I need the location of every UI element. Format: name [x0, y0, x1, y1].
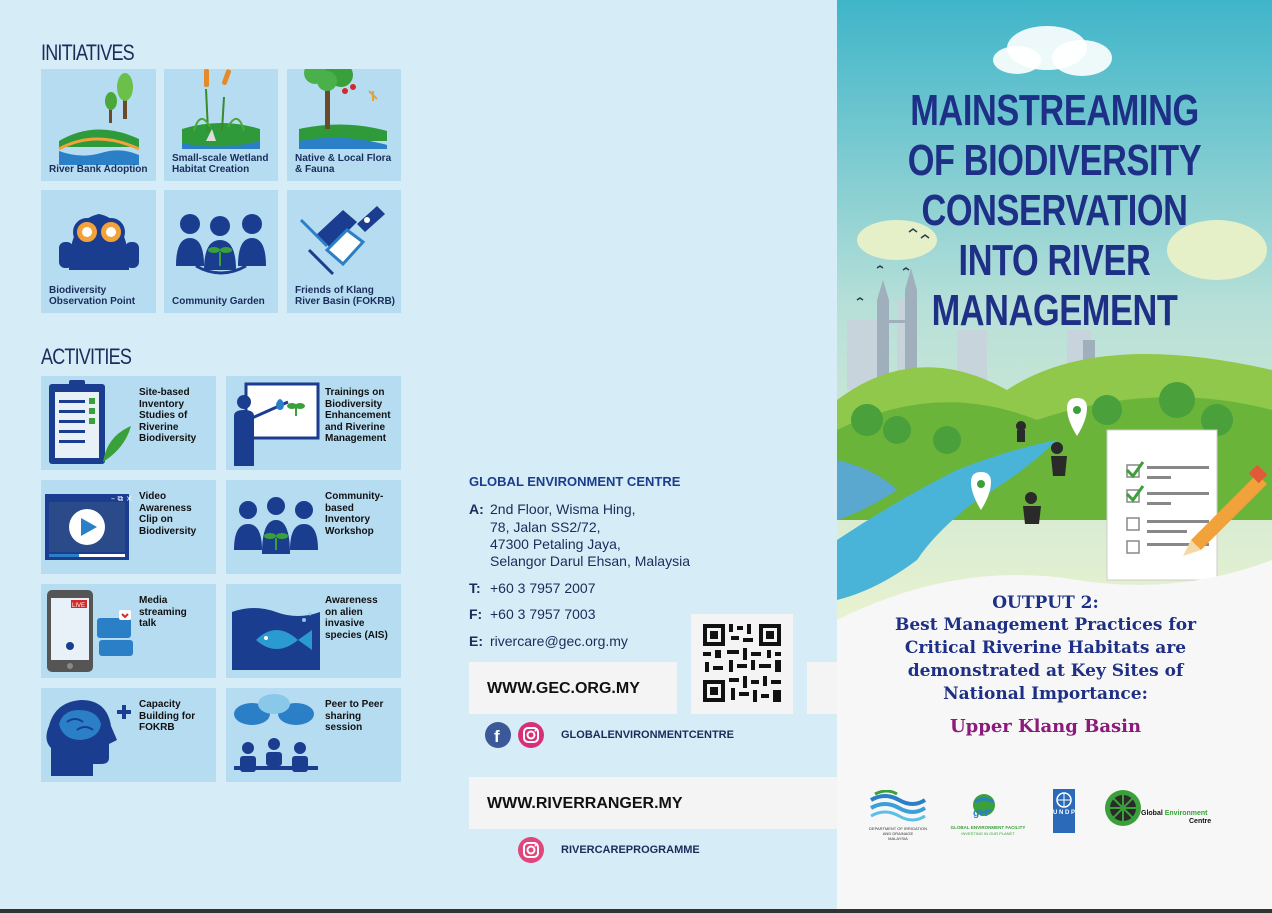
undp-text: U N D P [1053, 810, 1076, 816]
did-logo-text [863, 826, 933, 841]
did-line: AND DRAINAGE [882, 831, 914, 836]
svg-text:f: f [494, 727, 500, 746]
activity-label: Capacity Building for FOKRB [139, 699, 196, 733]
activity-label: Video Awareness Clip on Biodiversity [139, 491, 197, 537]
address-line-2: 78, Jalan SS2/72, [490, 519, 601, 535]
initiatives-heading: INITIATIVES [41, 40, 134, 65]
peer-chat-icon [226, 688, 326, 782]
output-block [837, 592, 1254, 739]
contact-org-name: GLOBAL ENVIRONMENT CENTRE [469, 474, 681, 489]
cover-title [885, 86, 1224, 336]
phone-number[interactable]: +60 3 7957 2007 [490, 580, 596, 596]
email-address[interactable]: rivercare@gec.org.my [490, 633, 628, 649]
activity-video-clip [41, 480, 216, 574]
rivercare-social-handle[interactable]: RIVERCAREPROGRAMME [561, 844, 700, 856]
riverranger-url-bar[interactable] [469, 777, 837, 829]
smartphone-icon [41, 584, 141, 678]
presentation-icon [226, 376, 326, 470]
cover-panel [837, 0, 1272, 913]
gef-name: GLOBAL ENVIRONMENT FACILITY [950, 825, 1026, 830]
activity-trainings [226, 376, 401, 470]
activity-label: Trainings on Biodiversity Enhancement and Riverine Management [325, 387, 391, 444]
activity-label: Media streaming talk [139, 595, 187, 629]
gec-social-handle[interactable]: GLOBALENVIRONMENTCENTRE [561, 729, 734, 741]
gec-word-centre: Centre [1189, 818, 1212, 825]
undp-logo [1053, 789, 1075, 833]
activity-community-workshop [226, 480, 401, 574]
activity-label: Awareness on alien invasive species (AIS) [325, 595, 388, 641]
title-line: MAINSTREAMING [910, 86, 1199, 135]
activity-alien-species [226, 584, 401, 678]
activity-peer-sharing [226, 688, 401, 782]
output-line: Best Management Practices for [894, 615, 1197, 635]
tile-label: Friends of Klang River Basin (FOKRB) [295, 285, 396, 307]
tile-label: Community Garden [172, 296, 265, 307]
gec-logo-text [1141, 810, 1211, 826]
title-line: INTO RIVER [958, 236, 1151, 285]
address-key: A: [469, 501, 484, 517]
activity-inventory-studies [41, 376, 216, 470]
address-line-1: 2nd Floor, Wisma Hing, [490, 501, 636, 517]
fax-row [469, 605, 482, 623]
fax-number: +60 3 7957 7003 [490, 606, 596, 622]
output-subtitle: Upper Klang Basin [949, 716, 1142, 737]
activity-label: Community- based Inventory Workshop [325, 491, 384, 537]
instagram-icon[interactable] [517, 721, 545, 749]
activity-label: Peer to Peer sharing session [325, 699, 384, 733]
output-line: demonstrated at Key Sites of [907, 661, 1184, 681]
address-line-3: 47300 Petaling Jaya, [490, 536, 621, 552]
gef-tagline: INVESTING IN OUR PLANET [961, 831, 1015, 836]
community-icon [164, 190, 278, 313]
initiative-flora-fauna [287, 69, 401, 181]
activity-media-streaming [41, 584, 216, 678]
activity-capacity-building [41, 688, 216, 782]
qr-code-frame [691, 614, 793, 714]
activities-heading: ACTIVITIES [41, 344, 132, 369]
bottom-edge [0, 909, 1272, 913]
gec-url-bar[interactable] [469, 662, 677, 714]
url-bar-end-tab [807, 662, 837, 714]
live-badge: LIVE [72, 603, 86, 609]
phone-key: T: [469, 580, 481, 596]
contact-address [469, 500, 484, 518]
output-heading: OUTPUT 2: [992, 593, 1099, 613]
initiative-observation-point [41, 190, 156, 313]
instagram-icon[interactable] [517, 836, 545, 864]
tile-label: River Bank Adoption [49, 164, 148, 175]
gec-word-global: Global [1141, 810, 1163, 817]
svg-text:– ⧉ ×: – ⧉ × [111, 494, 133, 503]
title-line: CONSERVATION [921, 186, 1188, 235]
tile-label: Small-scale Wetland Habitat Creation [172, 153, 269, 175]
un-emblem-icon [1053, 789, 1075, 811]
fish-icon [226, 584, 326, 678]
phone-row [469, 579, 481, 597]
address-line-4: Selangor Darul Ehsan, Malaysia [490, 553, 690, 569]
initiative-river-bank-adoption [41, 69, 156, 181]
email-key: E: [469, 633, 483, 649]
did-line: DEPARTMENT OF IRRIGATION [869, 826, 927, 831]
gef-mark: gef [973, 808, 988, 819]
activity-label: Site-based Inventory Studies of Riverine Biodiversity [139, 387, 197, 444]
tile-label: Native & Local Flora & Fauna [295, 153, 392, 175]
output-line: National Importance: [943, 684, 1148, 704]
clipboard-icon [41, 376, 141, 470]
initiative-community-garden [164, 190, 278, 313]
output-line: Critical Riverine Habitats are [904, 638, 1187, 658]
facebook-icon[interactable] [484, 721, 512, 749]
gec-url[interactable]: WWW.GEC.ORG.MY [487, 680, 640, 697]
title-line: MANAGEMENT [931, 286, 1178, 335]
tile-label: Biodiversity Observation Point [49, 285, 136, 307]
did-line: MALAYSIA [888, 836, 908, 841]
email-row [469, 632, 483, 650]
workshop-group-icon [226, 480, 326, 574]
initiative-wetland-habitat [164, 69, 278, 181]
title-line: OF BIODIVERSITY [907, 136, 1202, 185]
gec-word-environment: Environment [1164, 810, 1208, 817]
riverranger-url[interactable]: WWW.RIVERRANGER.MY [487, 795, 683, 812]
qr-code-icon [691, 614, 793, 714]
video-player-icon [41, 480, 141, 574]
initiative-fokrb [287, 190, 401, 313]
did-logo [867, 790, 929, 828]
fax-key: F: [469, 606, 483, 622]
brain-head-icon [41, 688, 141, 782]
